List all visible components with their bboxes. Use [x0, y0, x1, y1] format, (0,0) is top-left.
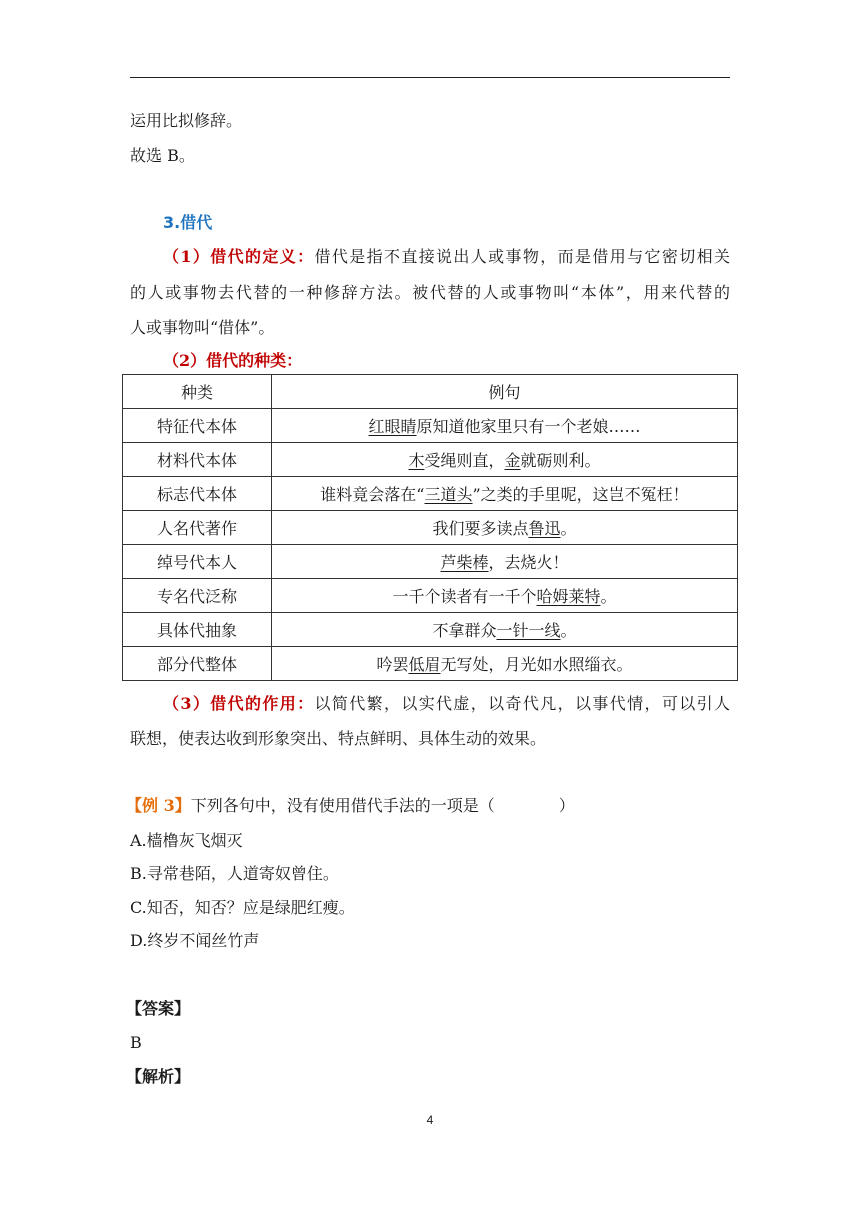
sentence-part: 受绳则直，: [424, 451, 505, 470]
table-row: [123, 477, 738, 511]
text-line: 运用比拟修辞。: [130, 111, 243, 130]
section-heading: 3.借代: [163, 213, 213, 232]
table-header-row: [123, 375, 738, 409]
sentence-part: 不拿群众: [432, 621, 497, 640]
table-row: [123, 647, 738, 681]
example-cell: [272, 545, 738, 579]
effect-line-2: 联想，使表达收到形象突出、特点鲜明、具体生动的效果。: [130, 729, 547, 748]
option-c: C.知否，知否？应是绿肥红瘦。: [130, 898, 355, 917]
sentence-part: 一千个读者有一千个: [392, 587, 537, 606]
definition-line-3: 人或事物叫“借体”。: [130, 318, 275, 337]
metonymy-table: [122, 374, 738, 681]
type-cell: 专名代泛称: [123, 579, 272, 613]
table-row: [123, 545, 738, 579]
definition-line-2: 的人或事物去代替的一种修辞方法。被代替的人或事物叫“本体”，用来代替的: [130, 283, 730, 302]
effect-label: （3）借代的作用：: [163, 694, 315, 713]
metonym-term: 哈姆莱特: [536, 587, 601, 606]
metonym-term: 鲁迅: [528, 519, 561, 538]
option-a: A.樯橹灰飞烟灭: [130, 831, 243, 850]
table-row: [123, 443, 738, 477]
metonym-term: 红眼睛: [368, 417, 417, 436]
definition-line-1: [163, 247, 730, 267]
answer-value: B: [130, 1033, 142, 1052]
header-rule: [130, 77, 730, 78]
types-label: （2）借代的种类：: [163, 351, 303, 370]
metonym-term: 三道头: [424, 485, 473, 504]
option-b: B.寻常巷陌，人道寄奴曾住。: [130, 864, 339, 883]
example-cell: [272, 579, 738, 613]
header-type: 种类: [123, 375, 272, 409]
sentence-part: ”之类的手里呢，这岂不冤枉！: [472, 485, 689, 504]
sentence-part: ，去烧火！: [488, 553, 569, 572]
example-cell: [272, 443, 738, 477]
metonym-term: 低眉: [408, 655, 441, 674]
option-d: D.终岁不闻丝竹声: [130, 931, 260, 950]
answer-label: 【答案】: [126, 999, 191, 1018]
sentence-part: 我们要多读点: [432, 519, 529, 538]
question-text: 下列各句中，没有使用借代手法的一项是（ ）: [190, 796, 575, 815]
sentence-part: 。: [560, 519, 577, 538]
effect-line-1: [163, 694, 730, 714]
sentence-part: 原知道他家里只有一个老娘……: [416, 417, 641, 436]
page-number: 4: [426, 1113, 434, 1127]
sentence-part: 。: [560, 621, 577, 640]
metonym-term: 一针一线: [496, 621, 561, 640]
table-row: [123, 511, 738, 545]
analysis-label: 【解析】: [126, 1067, 191, 1086]
effect-text: 以简代繁，以实代虚，以奇代凡，以事代情，可以引人: [314, 694, 730, 713]
sentence-part: 就砺则利。: [520, 451, 601, 470]
table-row: [123, 409, 738, 443]
example-cell: [272, 613, 738, 647]
type-cell: 特征代本体: [123, 409, 272, 443]
example-cell: [272, 511, 738, 545]
metonym-term: 木: [408, 451, 425, 470]
type-cell: 人名代著作: [123, 511, 272, 545]
example-cell: [272, 477, 738, 511]
definition-text: 借代是指不直接说出人或事物，而是借用与它密切相关: [314, 247, 730, 266]
definition-label: （1）借代的定义：: [163, 247, 315, 266]
header-example: 例句: [272, 375, 738, 409]
sentence-part: 谁料竟会落在“: [320, 485, 425, 504]
type-cell: 标志代本体: [123, 477, 272, 511]
text-line: 故选 B。: [130, 146, 195, 165]
sentence-part: 无写处，月光如水照缁衣。: [440, 655, 633, 674]
example-question: [126, 796, 575, 816]
example-cell: [272, 409, 738, 443]
example-tag: 【例 3】: [126, 796, 191, 815]
metonym-term: 芦柴棒: [440, 553, 489, 572]
metonym-term: 金: [504, 451, 521, 470]
type-cell: 具体代抽象: [123, 613, 272, 647]
type-cell: 绰号代本人: [123, 545, 272, 579]
sentence-part: 。: [600, 587, 617, 606]
example-cell: [272, 647, 738, 681]
type-cell: 部分代整体: [123, 647, 272, 681]
table-row: [123, 579, 738, 613]
type-cell: 材料代本体: [123, 443, 272, 477]
table-row: [123, 613, 738, 647]
sentence-part: 吟罢: [376, 655, 409, 674]
